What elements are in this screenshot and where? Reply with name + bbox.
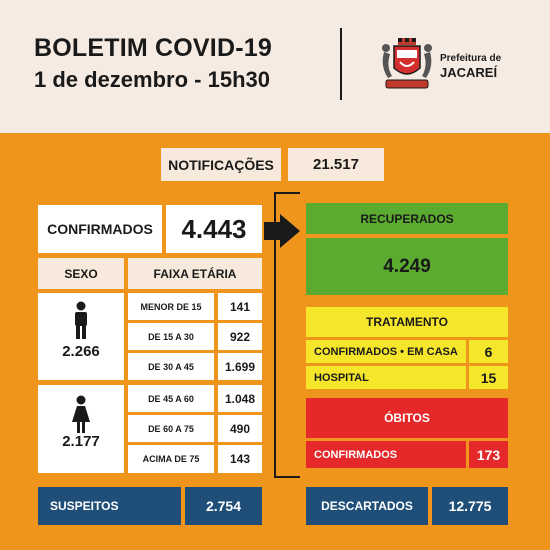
recuperados-value: 4.249	[306, 238, 508, 295]
tratamento-row-label: CONFIRMADOS • EM CASA	[306, 340, 466, 363]
age-row-label: DE 30 A 45	[128, 353, 214, 380]
male-person-icon	[72, 301, 90, 339]
age-row-label: DE 15 A 30	[128, 323, 214, 350]
obitos-value: 173	[469, 441, 508, 468]
male-cell	[38, 293, 124, 380]
header-divider	[340, 28, 342, 100]
tratamento-row-value: 6	[469, 340, 508, 363]
sexo-header: SEXO	[38, 258, 124, 289]
recuperados-label: RECUPERADOS	[306, 203, 508, 236]
confirmados-label: CONFIRMADOS	[38, 205, 162, 253]
notificacoes-label: NOTIFICAÇÕES	[161, 148, 281, 181]
age-row-label: DE 45 A 60	[128, 385, 214, 412]
faixa-etaria-header: FAIXA ETÁRIA	[128, 258, 262, 289]
notificacoes-value: 21.517	[288, 148, 384, 181]
city-name: JACAREÍ	[440, 65, 498, 80]
obitos-row-label: CONFIRMADOS	[306, 441, 466, 468]
age-row-value: 490	[218, 415, 262, 442]
female-count: 2.177	[62, 433, 100, 450]
suspeitos-value: 2.754	[185, 487, 262, 525]
age-row-label: ACIMA DE 75	[128, 445, 214, 473]
city-crest-icon	[378, 36, 436, 94]
descartados-label: DESCARTADOS	[306, 487, 428, 525]
tratamento-header: TRATAMENTO	[306, 307, 508, 337]
tratamento-row-value: 15	[469, 366, 508, 389]
age-row-value: 1.699	[218, 353, 262, 380]
bracket-line	[274, 192, 276, 478]
page-date: 1 de dezembro - 15h30	[34, 67, 270, 92]
obitos-header: ÓBITOS	[306, 398, 508, 438]
male-count: 2.266	[62, 343, 100, 360]
tratamento-row-label: HOSPITAL	[306, 366, 466, 389]
age-row-value: 1.048	[218, 385, 262, 412]
confirmados-value: 4.443	[166, 205, 262, 253]
bracket-top	[274, 192, 300, 194]
suspeitos-label: SUSPEITOS	[38, 487, 181, 525]
descartados-value: 12.775	[432, 487, 508, 525]
age-row-value: 922	[218, 323, 262, 350]
prefeitura-label: Prefeitura de	[440, 53, 502, 64]
age-row-value: 143	[218, 445, 262, 473]
page-title: BOLETIM COVID-19	[34, 34, 272, 62]
bracket-bottom	[274, 476, 300, 478]
female-cell	[38, 385, 124, 473]
age-row-label: DE 60 A 75	[128, 415, 214, 442]
age-row-value: 141	[218, 293, 262, 320]
arrow-right-icon	[264, 214, 300, 248]
age-row-label: MENOR DE 15	[128, 293, 214, 320]
female-person-icon	[71, 395, 91, 433]
